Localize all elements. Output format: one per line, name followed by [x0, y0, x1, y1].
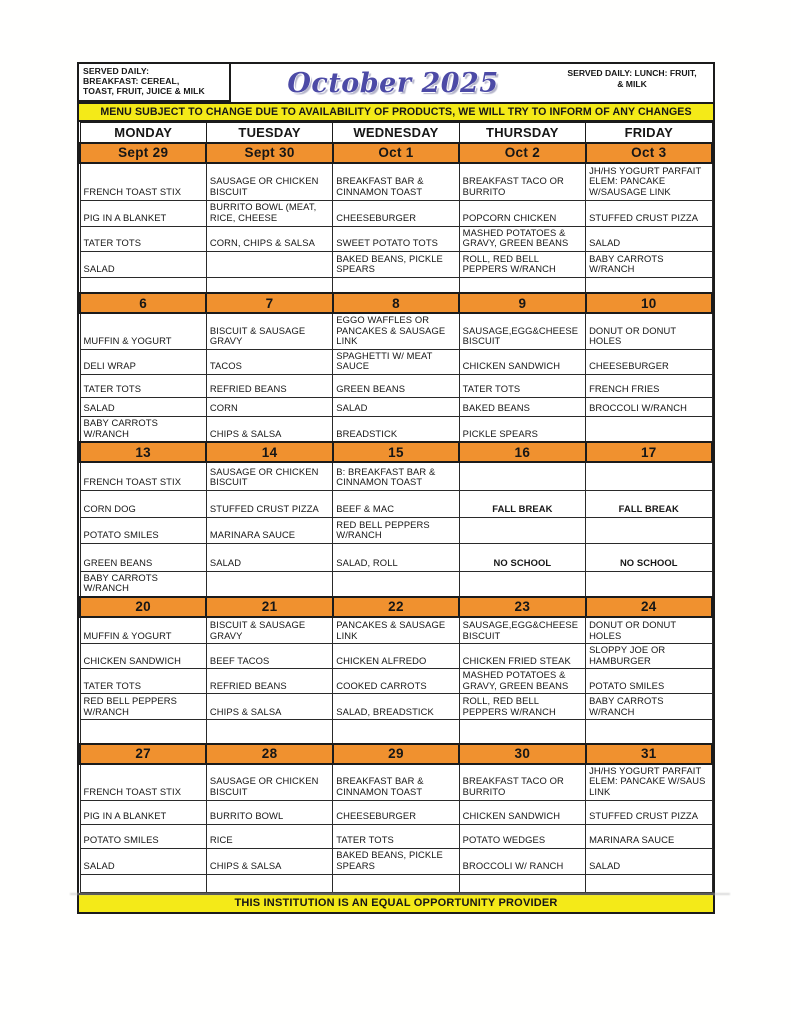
menu-cell: [586, 277, 712, 293]
day-header-monday: MONDAY: [80, 123, 206, 144]
menu-cell: ROLL, RED BELL PEPPERS W/RANCH: [459, 694, 585, 720]
menu-cell: MUFFIN & YOGURT: [80, 617, 206, 644]
date-cell: 23: [459, 597, 585, 617]
menu-cell: SAUSAGE,EGG&CHEESE BISCUIT: [459, 617, 585, 644]
menu-cell: [206, 874, 332, 892]
menu-cell: BISCUIT & SAUSAGE GRAVY: [206, 313, 332, 349]
menu-cell: [333, 571, 459, 597]
date-cell: Sept 30: [206, 143, 332, 163]
menu-row: [80, 349, 712, 374]
menu-cell: TATER TOTS: [333, 824, 459, 848]
day-header-tuesday: TUESDAY: [206, 123, 332, 144]
menu-row: [80, 313, 712, 349]
menu-cell: POTATO WEDGES: [459, 824, 585, 848]
menu-cell: CORN, CHIPS & SALSA: [206, 226, 332, 251]
menu-cell: BREAKFAST BAR & CINNAMON TOAST: [333, 764, 459, 800]
menu-row: [80, 416, 712, 442]
menu-row: [80, 720, 712, 744]
day-header-row: [80, 123, 712, 144]
menu-cell: FRENCH TOAST STIX: [80, 764, 206, 800]
menu-cell: ROLL, RED BELL PEPPERS W/RANCH: [459, 251, 585, 277]
day-header-wednesday: WEDNESDAY: [333, 123, 459, 144]
menu-cell: SALAD: [80, 251, 206, 277]
closure-notice-cell: FALL BREAK: [459, 490, 585, 517]
menu-cell: [586, 571, 712, 597]
menu-cell: BISCUIT & SAUSAGE GRAVY: [206, 617, 332, 644]
menu-cell: BURRITO BOWL (MEAT, RICE, CHEESE: [206, 200, 332, 226]
menu-cell: [206, 277, 332, 293]
week-date-row: [80, 293, 712, 313]
menu-cell: BEEF TACOS: [206, 644, 332, 669]
date-cell: 20: [80, 597, 206, 617]
date-cell: 16: [459, 442, 585, 462]
menu-cell: REFRIED BEANS: [206, 374, 332, 397]
menu-cell: SALAD, BREADSTICK: [333, 694, 459, 720]
lunch-line-1: SERVED DAILY: LUNCH: FRUIT,: [567, 68, 697, 78]
menu-cell: TATER TOTS: [80, 374, 206, 397]
week-date-row: [80, 442, 712, 462]
menu-cell: MUFFIN & YOGURT: [80, 313, 206, 349]
menu-cell: SALAD, ROLL: [333, 543, 459, 571]
menu-cell: JH/HS YOGURT PARFAIT ELEM: PANCAKE W/SAUS LINK: [586, 764, 712, 800]
week-date-row: [80, 744, 712, 764]
menu-cell: REFRIED BEANS: [206, 669, 332, 694]
menu-cell: CORN: [206, 397, 332, 416]
menu-row: [80, 490, 712, 517]
menu-cell: DELI WRAP: [80, 349, 206, 374]
served-daily-lunch-note: [555, 64, 713, 102]
menu-cell: BREAKFAST BAR & CINNAMON TOAST: [333, 163, 459, 200]
menu-cell: [80, 874, 206, 892]
menu-cell: BAKED BEANS: [459, 397, 585, 416]
menu-cell: POTATO SMILES: [80, 824, 206, 848]
menu-cell: STUFFED CRUST PIZZA: [206, 490, 332, 517]
day-header-friday: FRIDAY: [586, 123, 712, 144]
menu-cell: CHICKEN SANDWICH: [459, 800, 585, 824]
menu-cell: SAUSAGE,EGG&CHEESE BISCUIT: [459, 313, 585, 349]
menu-cell: BROCCOLI W/ RANCH: [459, 848, 585, 874]
date-cell: 28: [206, 744, 332, 764]
date-cell: 29: [333, 744, 459, 764]
closure-notice-cell: FALL BREAK: [586, 490, 712, 517]
menu-cell: FRENCH TOAST STIX: [80, 163, 206, 200]
date-cell: Oct 2: [459, 143, 585, 163]
menu-cell: SAUSAGE OR CHICKEN BISCUIT: [206, 163, 332, 200]
week-date-row: [80, 143, 712, 163]
menu-cell: MASHED POTATOES & GRAVY, GREEN BEANS: [459, 669, 585, 694]
breakfast-line-2: BREAKFAST: CEREAL,: [83, 76, 180, 87]
menu-cell: BREAKFAST TACO OR BURRITO: [459, 764, 585, 800]
date-cell: 13: [80, 442, 206, 462]
menu-row: [80, 462, 712, 490]
menu-cell: SAUSAGE OR CHICKEN BISCUIT: [206, 764, 332, 800]
menu-cell: SALAD: [586, 848, 712, 874]
date-cell: 27: [80, 744, 206, 764]
menu-cell: [206, 571, 332, 597]
menu-cell: FRENCH FRIES: [586, 374, 712, 397]
menu-row: [80, 824, 712, 848]
menu-row: [80, 163, 712, 200]
menu-cell: CHICKEN ALFREDO: [333, 644, 459, 669]
menu-cell: [459, 874, 585, 892]
page-title: October 2025: [287, 67, 499, 99]
menu-cell: [459, 277, 585, 293]
menu-row: [80, 669, 712, 694]
menu-cell: PIG IN A BLANKET: [80, 200, 206, 226]
menu-cell: [586, 720, 712, 744]
menu-cell: [206, 251, 332, 277]
date-cell: Sept 29: [80, 143, 206, 163]
menu-cell: BURRITO BOWL: [206, 800, 332, 824]
menu-cell: B: BREAKFAST BAR & CINNAMON TOAST: [333, 462, 459, 490]
menu-cell: BEEF & MAC: [333, 490, 459, 517]
menu-cell: FRENCH TOAST STIX: [80, 462, 206, 490]
menu-cell: TATER TOTS: [80, 226, 206, 251]
menu-cell: DONUT OR DONUT HOLES: [586, 617, 712, 644]
week-date-row: [80, 597, 712, 617]
menu-cell: TATER TOTS: [80, 669, 206, 694]
menu-cell: TACOS: [206, 349, 332, 374]
menu-row: [80, 644, 712, 669]
menu-cell: [459, 720, 585, 744]
menu-cell: BROCCOLI W/RANCH: [586, 397, 712, 416]
menu-cell: JH/HS YOGURT PARFAIT ELEM: PANCAKE W/SAUSAGE LINK: [586, 163, 712, 200]
menu-cell: CHICKEN FRIED STEAK: [459, 644, 585, 669]
menu-cell: POPCORN CHICKEN: [459, 200, 585, 226]
menu-cell: [459, 571, 585, 597]
closure-notice-cell: NO SCHOOL: [586, 543, 712, 571]
date-cell: 21: [206, 597, 332, 617]
menu-cell: CHIPS & SALSA: [206, 694, 332, 720]
menu-cell: PICKLE SPEARS: [459, 416, 585, 442]
menu-cell: PANCAKES & SAUSAGE LINK: [333, 617, 459, 644]
menu-cell: SLOPPY JOE OR HAMBURGER: [586, 644, 712, 669]
menu-cell: CHEESEBURGER: [333, 200, 459, 226]
menu-cell: CHICKEN SANDWICH: [459, 349, 585, 374]
breakfast-line-3: TOAST, FRUIT, JUICE & MILK: [83, 86, 205, 97]
closure-notice-cell: NO SCHOOL: [459, 543, 585, 571]
menu-cell: SALAD: [80, 848, 206, 874]
date-cell: 31: [586, 744, 712, 764]
menu-cell: BAKED BEANS, PICKLE SPEARS: [333, 251, 459, 277]
menu-cell: CHIPS & SALSA: [206, 848, 332, 874]
date-cell: 6: [80, 293, 206, 313]
menu-row: [80, 200, 712, 226]
menu-row: [80, 277, 712, 293]
menu-cell: MASHED POTATOES & GRAVY, GREEN BEANS: [459, 226, 585, 251]
menu-cell: [206, 720, 332, 744]
menu-row: [80, 226, 712, 251]
menu-row: [80, 543, 712, 571]
top-header: [79, 64, 713, 102]
menu-cell: RED BELL PEPPERS W/RANCH: [80, 694, 206, 720]
menu-cell: GREEN BEANS: [80, 543, 206, 571]
date-cell: 30: [459, 744, 585, 764]
date-cell: 15: [333, 442, 459, 462]
menu-cell: BABY CARROTS W/RANCH: [586, 694, 712, 720]
menu-cell: EGGO WAFFLES OR PANCAKES & SAUSAGE LINK: [333, 313, 459, 349]
menu-cell: COOKED CARROTS: [333, 669, 459, 694]
menu-cell: CHIPS & SALSA: [206, 416, 332, 442]
menu-cell: [459, 517, 585, 543]
menu-cell: DONUT OR DONUT HOLES: [586, 313, 712, 349]
date-cell: 14: [206, 442, 332, 462]
menu-cell: SALAD: [333, 397, 459, 416]
menu-row: [80, 374, 712, 397]
menu-cell: BABY CARROTS W/RANCH: [80, 571, 206, 597]
menu-cell: POTATO SMILES: [80, 517, 206, 543]
menu-cell: [333, 277, 459, 293]
menu-row: [80, 694, 712, 720]
menu-cell: PIG IN A BLANKET: [80, 800, 206, 824]
menu-row: [80, 764, 712, 800]
menu-row: [80, 848, 712, 874]
menu-cell: CHEESEBURGER: [586, 349, 712, 374]
menu-sheet: [77, 62, 715, 914]
menu-cell: SALAD: [80, 397, 206, 416]
menu-cell: BREADSTICK: [333, 416, 459, 442]
menu-cell: MARINARA SAUCE: [586, 824, 712, 848]
menu-cell: CHICKEN SANDWICH: [80, 644, 206, 669]
menu-cell: [586, 462, 712, 490]
menu-cell: BABY CARROTS W/RANCH: [80, 416, 206, 442]
menu-cell: RICE: [206, 824, 332, 848]
title-zone: [231, 64, 555, 102]
menu-cell: STUFFED CRUST PIZZA: [586, 200, 712, 226]
date-cell: 7: [206, 293, 332, 313]
menu-cell: [80, 720, 206, 744]
date-cell: 22: [333, 597, 459, 617]
menu-cell: SWEET POTATO TOTS: [333, 226, 459, 251]
menu-cell: BREAKFAST TACO OR BURRITO: [459, 163, 585, 200]
menu-cell: STUFFED CRUST PIZZA: [586, 800, 712, 824]
equal-opportunity-footer-banner: THIS INSTITUTION IS AN EQUAL OPPORTUNITY PROVIDER: [79, 893, 713, 912]
menu-cell: SALAD: [586, 226, 712, 251]
menu-cell: SAUSAGE OR CHICKEN BISCUIT: [206, 462, 332, 490]
menu-cell: BAKED BEANS, PICKLE SPEARS: [333, 848, 459, 874]
menu-row: [80, 617, 712, 644]
date-cell: 9: [459, 293, 585, 313]
menu-cell: CORN DOG: [80, 490, 206, 517]
served-daily-breakfast-box: [79, 64, 231, 102]
menu-row: [80, 397, 712, 416]
menu-cell: SALAD: [206, 543, 332, 571]
menu-cell: [586, 874, 712, 892]
scan-artifact-line: [70, 893, 730, 895]
menu-change-notice-banner: MENU SUBJECT TO CHANGE DUE TO AVAILABILITY OF PRODUCTS, WE WILL TRY TO INFORM OF ANY CHANGES: [79, 102, 713, 122]
menu-cell: [459, 462, 585, 490]
day-header-thursday: THURSDAY: [459, 123, 585, 144]
menu-row: [80, 571, 712, 597]
menu-cell: BABY CARROTS W/RANCH: [586, 251, 712, 277]
lunch-line-2: & MILK: [617, 78, 647, 89]
menu-calendar-table: [79, 122, 713, 893]
menu-row: [80, 874, 712, 892]
menu-row: [80, 517, 712, 543]
menu-cell: POTATO SMILES: [586, 669, 712, 694]
menu-cell: SPAGHETTI W/ MEAT SAUCE: [333, 349, 459, 374]
menu-cell: TATER TOTS: [459, 374, 585, 397]
menu-cell: GREEN BEANS: [333, 374, 459, 397]
menu-cell: RED BELL PEPPERS W/RANCH: [333, 517, 459, 543]
date-cell: 8: [333, 293, 459, 313]
menu-cell: [333, 720, 459, 744]
date-cell: 24: [586, 597, 712, 617]
menu-row: [80, 251, 712, 277]
menu-cell: CHEESEBURGER: [333, 800, 459, 824]
menu-cell: [586, 517, 712, 543]
menu-cell: MARINARA SAUCE: [206, 517, 332, 543]
menu-row: [80, 800, 712, 824]
date-cell: 10: [586, 293, 712, 313]
menu-cell: [586, 416, 712, 442]
date-cell: Oct 1: [333, 143, 459, 163]
date-cell: Oct 3: [586, 143, 712, 163]
breakfast-line-1: SERVED DAILY:: [83, 66, 150, 76]
menu-cell: [333, 874, 459, 892]
date-cell: 17: [586, 442, 712, 462]
menu-cell: [80, 277, 206, 293]
